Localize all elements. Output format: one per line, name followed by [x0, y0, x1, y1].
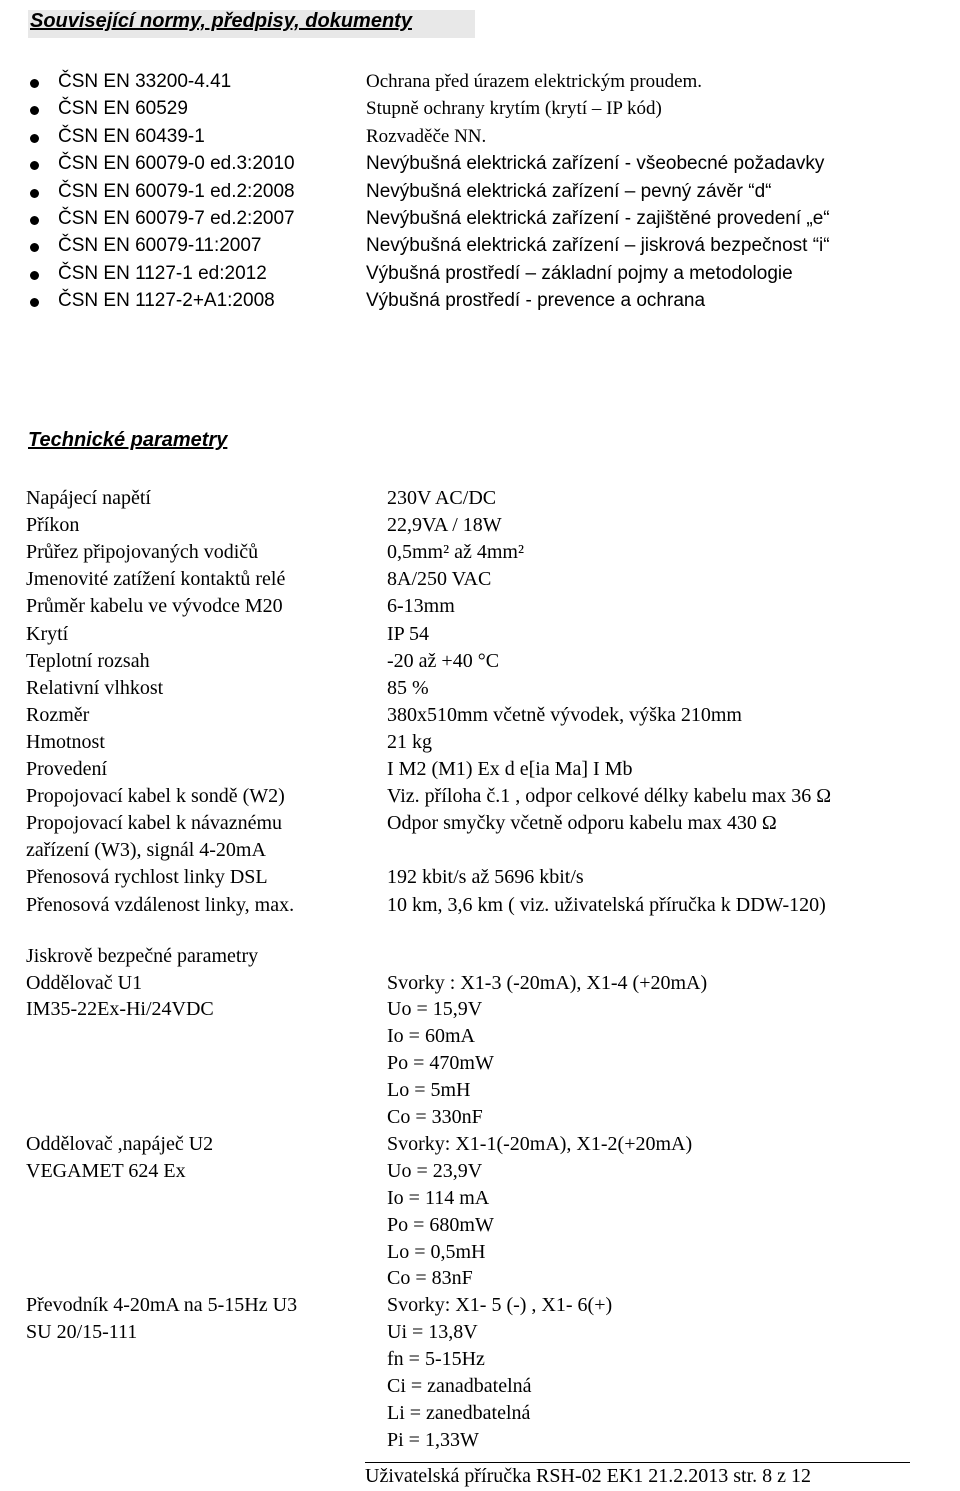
parameter-row [0, 487, 960, 514]
intrinsic-parameter-row [0, 998, 960, 1025]
parameter-value: IP 54 [387, 622, 430, 645]
intrinsic-value: Uo = 15,9V [387, 998, 483, 1021]
parameter-row [0, 650, 960, 677]
section-heading-technical-parameters: Technické parametry [28, 429, 228, 451]
norm-description: Nevýbušná elektrická zařízení - zajištěné provedení „e“ [366, 208, 830, 229]
parameter-row [0, 595, 960, 622]
intrinsic-value: Io = 60mA [387, 1025, 475, 1048]
parameter-value: 230V AC/DC [387, 487, 497, 509]
norm-list-item [0, 235, 960, 262]
bullet-icon [30, 189, 39, 198]
bullet-icon [30, 161, 39, 170]
norm-list-item [0, 126, 960, 153]
norm-code: ČSN EN 60529 [58, 98, 188, 120]
parameter-row [0, 866, 960, 893]
norm-list-item [0, 181, 960, 208]
parameter-value: 85 % [387, 676, 429, 699]
parameter-label: Přenosová vzdálenost linky, max. [26, 893, 295, 916]
parameter-label: Hmotnost [26, 730, 105, 753]
intrinsic-value: Svorky: X1- 5 (-) , X1- 6(+) [387, 1294, 613, 1317]
norm-description: Nevýbušná elektrická zařízení – pevný závěr “d“ [366, 180, 772, 202]
parameter-label: Relativní vlhkost [26, 676, 164, 699]
norm-list-item [0, 208, 960, 235]
parameter-value: 0,5mm² až 4mm² [387, 541, 524, 564]
norm-code: ČSN EN 60079-1 ed.2:2008 [58, 180, 295, 202]
intrinsic-label: IM35-22Ex-Hi/24VDC [26, 998, 214, 1021]
parameter-row [0, 541, 960, 568]
norm-code: ČSN EN 60079-11:2007 [58, 235, 262, 257]
intrinsic-value: Co = 83nF [387, 1267, 473, 1290]
norm-description: Nevýbušná elektrická zařízení - všeobecné požadavky [366, 153, 825, 175]
bullet-icon [30, 106, 39, 115]
parameter-row [0, 677, 960, 704]
intrinsic-value: Po = 470mW [387, 1052, 494, 1075]
intrinsic-parameter-row [0, 1187, 960, 1214]
norm-description: Ochrana před úrazem elektrickým proudem. [366, 71, 703, 92]
intrinsic-parameter-row [0, 972, 960, 999]
parameter-value: 380x510mm včetně vývodek, výška 210mm [387, 703, 742, 726]
norm-description: Výbušná prostředí - prevence a ochrana [366, 290, 706, 312]
intrinsic-value: Pi = 1,33W [387, 1428, 479, 1451]
intrinsic-label: VEGAMET 624 Ex [26, 1159, 186, 1182]
norm-code: ČSN EN 60439-1 [58, 125, 205, 147]
norm-description: Rozvaděče NN. [366, 125, 487, 147]
intrinsic-parameter-row [0, 1348, 960, 1375]
parameter-value: I M2 (M1) Ex d e[ia Ma] I Mb [387, 758, 633, 780]
parameter-label: Přenosová rychlost linky DSL [26, 866, 268, 889]
norm-code: ČSN EN 1127-2+A1:2008 [58, 290, 275, 312]
parameter-row [0, 514, 960, 541]
norm-list-item [0, 71, 960, 98]
bullet-icon [30, 134, 39, 143]
intrinsic-parameter-row [0, 1429, 960, 1456]
parameter-row [0, 758, 960, 785]
norm-description: Výbušná prostředí – základní pojmy a metodologie [366, 262, 793, 284]
intrinsic-parameter-row [0, 1160, 960, 1187]
bullet-icon [30, 243, 39, 252]
norm-list-item [0, 98, 960, 125]
parameter-value: 8A/250 VAC [387, 568, 492, 591]
intrinsic-parameter-row [0, 1133, 960, 1160]
parameter-label: Propojovací kabel k sondě (W2) [26, 785, 285, 808]
parameter-label: Jmenovité zatížení kontaktů relé [26, 568, 286, 591]
intrinsic-value: Ci = zanadbatelná [387, 1375, 532, 1397]
page-footer: Uživatelská příručka RSH-02 EK1 21.2.2013 str. 8 z 12 [365, 1465, 812, 1487]
parameter-row [0, 704, 960, 731]
norm-code: ČSN EN 1127-1 ed:2012 [58, 262, 267, 284]
parameter-value: -20 až +40 °C [387, 649, 500, 672]
parameter-row [0, 568, 960, 595]
intrinsic-parameter-row [0, 1267, 960, 1294]
section-heading-related-norms: Související normy, předpisy, dokumenty [28, 10, 475, 38]
intrinsic-value: Uo = 23,9V [387, 1159, 483, 1182]
parameter-label: Příkon [26, 514, 80, 537]
norm-description: Stupně ochrany krytím (krytí – IP kód) [366, 98, 662, 120]
parameter-label: Provedení [26, 758, 108, 780]
intrinsic-parameter-row [0, 1294, 960, 1321]
intrinsic-value: Lo = 5mH [387, 1079, 471, 1102]
intrinsic-parameter-row [0, 1106, 960, 1133]
parameter-label: Propojovací kabel k návaznému [26, 812, 283, 835]
parameter-value: 21 kg [387, 730, 432, 753]
parameter-value: 6-13mm [387, 595, 455, 618]
parameter-row [0, 839, 960, 866]
bullet-icon [30, 216, 39, 225]
parameter-row [0, 731, 960, 758]
parameter-label: zařízení (W3), signál 4-20mA [26, 839, 266, 862]
bullet-icon [30, 298, 39, 307]
parameter-label: Průměr kabelu ve vývodce M20 [26, 595, 283, 618]
intrinsic-parameter-row [0, 1375, 960, 1402]
intrinsic-value: Io = 114 mA [387, 1186, 490, 1209]
intrinsic-value: Svorky: X1-1(-20mA), X1-2(+20mA) [387, 1132, 693, 1155]
intrinsic-label: Jiskrově bezpečné parametry [26, 945, 259, 967]
intrinsic-section-label [0, 945, 960, 972]
intrinsic-value: Svorky : X1-3 (-20mA), X1-4 (+20mA) [387, 971, 708, 994]
parameter-label: Krytí [26, 622, 69, 645]
intrinsic-parameter-row [0, 1052, 960, 1079]
norm-list-item [0, 290, 960, 317]
parameter-value: Viz. příloha č.1 , odpor celkové délky kabelu max 36 Ω [387, 785, 832, 808]
norm-list-item [0, 263, 960, 290]
footer-rule [365, 1462, 910, 1463]
intrinsic-value: Li = zanedbatelná [387, 1401, 531, 1424]
bullet-icon [30, 79, 39, 88]
parameter-label: Rozměr [26, 703, 90, 726]
intrinsic-parameter-row [0, 1321, 960, 1348]
parameter-row [0, 812, 960, 839]
intrinsic-parameter-row [0, 1402, 960, 1429]
intrinsic-value: fn = 5-15Hz [387, 1348, 485, 1371]
intrinsic-label: Oddělovač ,napáječ U2 [26, 1132, 214, 1155]
norm-list-item [0, 153, 960, 180]
parameter-row [0, 785, 960, 812]
intrinsic-label: Převodník 4-20mA na 5-15Hz U3 [26, 1294, 298, 1317]
intrinsic-value: Ui = 13,8V [387, 1321, 478, 1344]
intrinsic-label: Oddělovač U1 [26, 971, 143, 994]
intrinsic-value: Lo = 0,5mH [387, 1240, 486, 1263]
parameter-label: Teplotní rozsah [26, 649, 150, 672]
intrinsic-value: Co = 330nF [387, 1106, 483, 1128]
parameter-value: 10 km, 3,6 km ( viz. uživatelská příručka k DDW-120) [387, 893, 826, 916]
intrinsic-parameter-row [0, 1025, 960, 1052]
intrinsic-parameter-row [0, 1241, 960, 1268]
parameter-value: 192 kbit/s až 5696 kbit/s [387, 866, 584, 889]
parameter-value: Odpor smyčky včetně odporu kabelu max 430 Ω [387, 812, 777, 835]
parameter-label: Napájecí napětí [26, 487, 151, 509]
bullet-icon [30, 271, 39, 280]
norm-code: ČSN EN 33200-4.41 [58, 71, 232, 92]
norm-code: ČSN EN 60079-0 ed.3:2010 [58, 153, 295, 175]
intrinsic-label: SU 20/15-111 [26, 1321, 138, 1344]
intrinsic-parameter-row [0, 1214, 960, 1241]
intrinsic-value: Po = 680mW [387, 1213, 494, 1236]
parameter-row [0, 894, 960, 921]
norm-description: Nevýbušná elektrická zařízení – jiskrová bezpečnost “i“ [366, 235, 830, 257]
parameter-value: 22,9VA / 18W [387, 514, 502, 537]
parameter-label: Průřez připojovaných vodičů [26, 541, 259, 564]
parameter-row [0, 623, 960, 650]
intrinsic-parameter-row [0, 1079, 960, 1106]
norm-code: ČSN EN 60079-7 ed.2:2007 [58, 208, 295, 229]
